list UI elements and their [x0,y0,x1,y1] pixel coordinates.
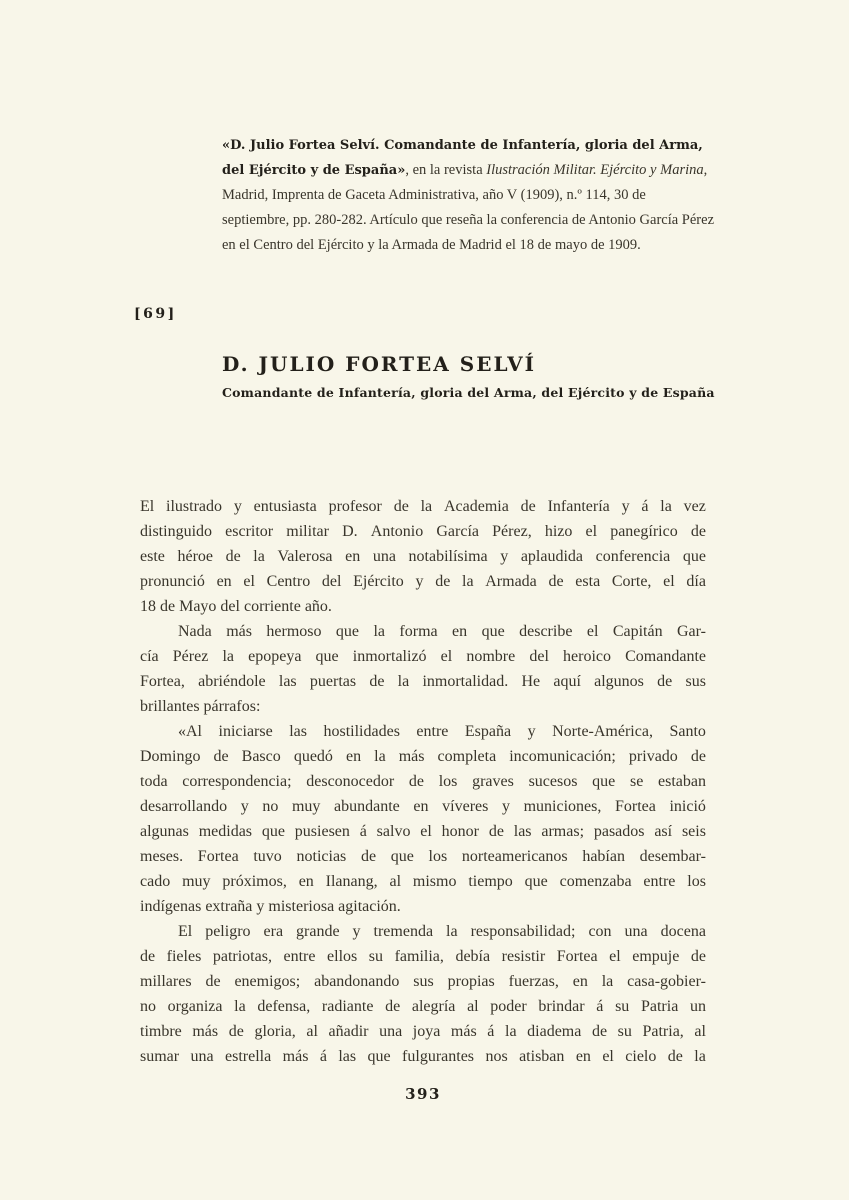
body-word: de [369,673,385,690]
citation-plain-text-2: , Madrid, Imprenta de Gaceta Administrativa, año V (1909), n.º 114, 30 de septiembre, pp. 280-282. Artículo que reseña la conferencia de Antonio García Pérez en el Centro del Ejército y la Armada de Madrid el 18 de mayo de 1909. [222,162,715,253]
body-word: propias [447,973,495,990]
body-word: pronunció [140,573,205,590]
body-word: á [359,823,367,840]
body-word: Fortea, [140,673,185,690]
body-line [140,1044,706,1069]
body-word: una [379,1023,403,1040]
body-word: el [663,573,675,590]
body-line [140,869,706,894]
body-word: poder [490,998,527,1015]
body-word: Fortea [614,798,656,815]
body-line [140,519,706,544]
body-word: en [216,573,232,590]
body-word: Corte, [611,573,652,590]
body-word: era [263,923,284,940]
body-line [140,644,706,669]
section-title: D. JULIO FORTEA SELVÍ [222,352,537,376]
body-word: y [501,798,510,815]
body-word: el [586,623,599,640]
body-word: un [689,998,706,1015]
body-word: este [140,548,165,565]
body-word: la [694,1048,706,1065]
body-word: ilustrado [166,498,223,515]
body-word: docena [660,923,706,940]
body-word: la [253,548,265,565]
body-word: sumar [140,1048,180,1065]
body-word: Comandante [625,648,706,665]
body-word: Gar- [677,623,706,640]
body-word: y [527,723,536,740]
body-word: medidas [198,823,253,840]
body-word: de [225,548,241,565]
body-word: una [372,548,396,565]
body-word: muy [291,798,321,815]
body-word: Academia [443,498,509,515]
body-word: cielo [625,1048,657,1065]
body-word: próximos, [222,873,287,890]
body-word: de [213,748,229,765]
body-word: al [389,873,402,890]
body-word: Ejército [353,573,404,590]
body-word: Centro [266,573,311,590]
body-word: la [373,623,385,640]
body-word: enemigos; [234,973,301,990]
body-word: joya [412,1023,441,1040]
body-word: Pérez, [492,523,532,540]
body-word: resistir [501,948,546,965]
body-word: panegírico [610,523,678,540]
body-word: sucesos [528,773,578,790]
body-word: y [415,573,424,590]
body-word: graves [472,773,514,790]
body-word: salvo [376,823,411,840]
body-word: del [321,573,342,590]
body-word: no [262,798,279,815]
body-word: á [487,1023,495,1040]
body-word: Antonio [370,523,424,540]
body-word: en [345,748,362,765]
body-word: de [591,1023,608,1040]
body-word: nos [485,1048,508,1065]
body-word: toda [140,773,168,790]
body-word: nombre [466,648,516,665]
body-word: que [261,823,285,840]
body-word: la [446,923,458,940]
body-word: de [690,748,706,765]
body-word: El [140,498,155,515]
body-word: que [524,873,548,890]
body-word: al [306,1023,318,1040]
body-word: hizo [544,523,573,540]
body-word: He [521,673,541,690]
body-word: desarrollando [140,798,228,815]
body-line: indígenas extraña y misteriosa agitación. [140,898,401,915]
body-word: habían [582,848,625,865]
body-word: sus [413,973,434,990]
body-word: grande [296,923,340,940]
body-word: tuvo [253,848,282,865]
body-word: algunos [594,673,644,690]
body-word: forma [399,623,438,640]
body-word: mismo [412,873,457,890]
body-line [140,994,706,1019]
section-number: [69] [134,306,177,322]
body-word: y [621,498,630,515]
body-word: diadema [527,1023,582,1040]
body-word: una [624,923,648,940]
body-word: epopeya [248,648,302,665]
body-line [140,669,706,694]
body-word: estaban [658,773,706,790]
body-word: los [428,848,448,865]
body-word: desconocedor [306,773,395,790]
body-word: y [240,798,249,815]
body-word: pasados [593,823,645,840]
body-line [140,719,706,744]
body-word: Pérez [172,648,209,665]
body-word: de [435,573,451,590]
body-word: hostilidades [323,723,400,740]
body-line [140,544,706,569]
body-word: aplaudida [520,548,584,565]
body-word: su [615,998,630,1015]
body-word: «Al [178,723,202,740]
body-word: casa-gobier- [627,973,706,990]
body-word: más [398,748,425,765]
body-word: gloria, [254,1023,296,1040]
body-word: que [390,848,414,865]
body-word: y [352,923,361,940]
section-subtitle: Comandante de Infantería, gloria del Arma, del Ejército y de España [222,385,715,400]
body-word: radiante [321,998,374,1015]
body-line [140,819,706,844]
body-word: D. [342,523,358,540]
body-word: más [192,1023,219,1040]
body-word: ellos [327,948,358,965]
body-word: Armada [485,573,537,590]
body-word: entre [416,723,449,740]
body-word: de [228,1023,244,1040]
body-line [140,494,706,519]
body-word: vez [683,498,706,515]
body-word: Basco [241,748,281,765]
body-word: debía [455,948,491,965]
body-word: alegría [411,998,456,1015]
body-word: Fortea [197,848,239,865]
body-word: más [450,1023,477,1040]
body-word: fieles [166,948,202,965]
body-word: en [452,623,468,640]
body-word: se [629,773,644,790]
body-word: privado [628,748,678,765]
body-word: víveres [442,798,489,815]
body-word: inmortalidad. [422,673,509,690]
body-word: estrella [225,1048,272,1065]
body-word: algunas [140,823,189,840]
body-word: de [548,573,564,590]
body-word: empuje [632,948,680,965]
body-word: abundante [334,798,400,815]
body-word: y [233,498,242,515]
body-word: añadir [328,1023,369,1040]
body-word: los [438,773,458,790]
body-word: no [140,998,156,1015]
body-word: El [178,923,193,940]
body-word: Patria [640,998,679,1015]
body-word: de [393,498,409,515]
body-word: fuerzas, [508,973,559,990]
body-word: que [335,623,360,640]
body-word: Infantería [547,498,610,515]
body-word: peligro [205,923,251,940]
body-line [140,969,706,994]
body-word: familia, [394,948,444,965]
body-word: de [520,498,536,515]
body-word: que [592,773,616,790]
citation-journal-title: Ilustración Militar. Ejército y Marina [486,162,704,178]
body-word: los [687,873,706,890]
body-word: en [575,1048,591,1065]
body-word: así [654,823,673,840]
body-word: Patria, [642,1023,684,1040]
body-word: profesor [328,498,382,515]
body-word: seis [681,823,706,840]
body-word: responsabilidad; [470,923,576,940]
body-word: de [657,673,673,690]
body-word: su [617,1023,632,1040]
body-word: distinguido [140,523,213,540]
body-word: en [413,798,429,815]
body-word: patriotas, [212,948,272,965]
body-word: el [609,948,621,965]
body-word: pusiesen [294,823,350,840]
body-line [140,844,706,869]
body-word: Santo [669,723,706,740]
body-word: aquí [553,673,581,690]
body-word: correspondencia; [182,773,292,790]
body-line [140,1019,706,1044]
body-word: heroico [563,648,611,665]
body-word: quedó [293,748,333,765]
body-word: describe [519,623,573,640]
body-word: fulgurantes [402,1048,475,1065]
body-word: las [338,1048,357,1065]
bibliographic-citation [222,133,714,258]
body-word: cía [140,648,159,665]
body-word: la [397,673,410,690]
body-word: esta [575,573,601,590]
body-word: á [596,998,604,1015]
body-line [140,944,706,969]
body-word: iniciarse [218,723,273,740]
body-word: en [298,873,314,890]
body-word: notabilísima [408,548,488,565]
body-word: la [234,998,246,1015]
body-word: inició [669,798,706,815]
body-word: desembar- [639,848,706,865]
body-word: que [367,1048,391,1065]
body-word: la [420,498,433,515]
body-word: que [682,548,706,565]
body-word: de [408,773,425,790]
body-word: de [205,973,221,990]
body-word: de [690,523,706,540]
body-word: brindar [538,998,585,1015]
body-word: organiza [167,998,223,1015]
body-word: Valerosa [277,548,333,565]
body-word: la [505,1023,517,1040]
body-word: cado [140,873,171,890]
body-word: más [282,1048,309,1065]
body-word: una [190,1048,214,1065]
citation-plain-text-1: , en la revista [405,162,487,178]
body-word: abriéndole [198,673,266,690]
body-line: 18 de Mayo del corriente año. [140,598,332,615]
body-word: que [315,648,339,665]
body-word: entre [283,948,316,965]
body-word: conferencia [595,548,671,565]
body-word: timbre [140,1023,182,1040]
body-word: al [467,998,479,1015]
body-word: la [462,573,474,590]
body-word: la [222,648,234,665]
body-word: incomunicación; [509,748,616,765]
body-word: atisban [519,1048,565,1065]
body-line [140,769,706,794]
body-line: brillantes párrafos: [140,698,261,715]
body-word: del [529,648,549,665]
body-text [140,494,706,1069]
body-word: entre [643,873,676,890]
body-word: noticias [296,848,347,865]
body-word: Domingo [140,748,201,765]
body-word: comenzaba [559,873,632,890]
body-word: Fortea [556,948,598,965]
body-word: que [481,623,505,640]
body-word: la [601,973,614,990]
body-word: tremenda [373,923,434,940]
body-word: de [385,998,401,1015]
body-word: de [667,1048,683,1065]
body-word: el [602,1048,614,1065]
body-word: abandonando [314,973,400,990]
body-word: Capitán [612,623,663,640]
page-number: 393 [405,1085,441,1103]
body-word: sus [685,673,706,690]
body-word: el [420,823,432,840]
body-word: García [436,523,480,540]
body-word: hermoso [266,623,322,640]
body-word: millares [140,973,192,990]
body-word: honor [441,823,479,840]
body-word: España [464,723,512,740]
body-word: armas; [541,823,585,840]
body-word: con [588,923,612,940]
body-word: de [488,823,504,840]
body-word: muy [182,873,211,890]
body-word: inmortalizó [352,648,427,665]
body-word: Ilanang, [325,873,378,890]
body-line [140,619,706,644]
body-word: militar [286,523,329,540]
body-word: á [319,1048,327,1065]
body-word: de [360,848,377,865]
body-word: Norte-América, [552,723,653,740]
body-word: tiempo [468,873,513,890]
body-word: su [368,948,384,965]
body-word: día [686,573,706,590]
body-line [140,794,706,819]
body-word: el [585,523,598,540]
body-word: á [641,498,649,515]
body-word: la [374,748,386,765]
body-word: de [690,948,706,965]
body-word: de [140,948,156,965]
body-word: las [513,823,532,840]
body-word: municiones, [523,798,602,815]
body-line [140,744,706,769]
body-word: meses. [140,848,184,865]
citation-bold-title: «D. Julio Fortea Selví. Comandante de Infantería, gloria del Arma, del Ejército y de España» [222,138,703,178]
body-word: norteamericanos [461,848,568,865]
body-word: al [694,1023,706,1040]
body-word: escritor [225,523,274,540]
body-line [140,569,706,594]
body-word: y [500,548,509,565]
body-word: en [572,973,588,990]
body-word: entusiasta [253,498,317,515]
body-word: el [243,573,255,590]
body-word: las [289,723,307,740]
body-word: completa [437,748,497,765]
body-word: Nada [178,623,212,640]
body-word: más [226,623,252,640]
body-word: en [345,548,361,565]
body-word: puertas [309,673,357,690]
body-word: defensa, [257,998,311,1015]
body-word: las [278,673,297,690]
body-word: la [660,498,672,515]
body-word: héroe [177,548,213,565]
body-word: el [440,648,453,665]
body-line [140,919,706,944]
